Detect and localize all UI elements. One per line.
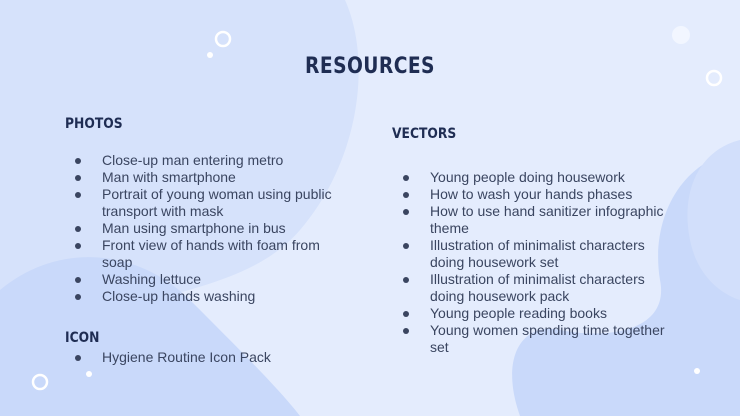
dot-decoration-3 (86, 371, 92, 377)
list-item: Man using smartphone in bus (64, 220, 354, 237)
vectors-heading: VECTORS (392, 126, 457, 142)
list-item: Young women spending time together set (392, 322, 682, 356)
vectors-list (392, 169, 682, 356)
icon-heading: ICON (65, 330, 100, 346)
dot-decoration-4 (694, 368, 700, 374)
photos-list (64, 152, 354, 305)
photos-heading: PHOTOS (65, 116, 123, 132)
list-item: Close-up hands washing (64, 288, 354, 305)
list-item: Man with smartphone (64, 169, 354, 186)
list-item: Close-up man entering metro (64, 152, 354, 169)
list-item: Illustration of minimalist characters doing housework set (392, 237, 682, 271)
list-item: How to use hand sanitizer infographic theme (392, 203, 682, 237)
list-item: Front view of hands with foam from soap (64, 237, 354, 271)
list-item: Illustration of minimalist characters doing housework pack (392, 271, 682, 305)
list-item: Washing lettuce (64, 271, 354, 288)
list-item: Young people doing housework (392, 169, 682, 186)
list-item: Portrait of young woman using public transport with mask (64, 186, 354, 220)
icon-list (64, 349, 354, 366)
list-item: How to wash your hands phases (392, 186, 682, 203)
list-item: Hygiene Routine Icon Pack (64, 349, 354, 366)
list-item: Young people reading books (392, 305, 682, 322)
dot-decoration-2 (672, 26, 690, 44)
page-title: RESOURCES (305, 54, 435, 79)
